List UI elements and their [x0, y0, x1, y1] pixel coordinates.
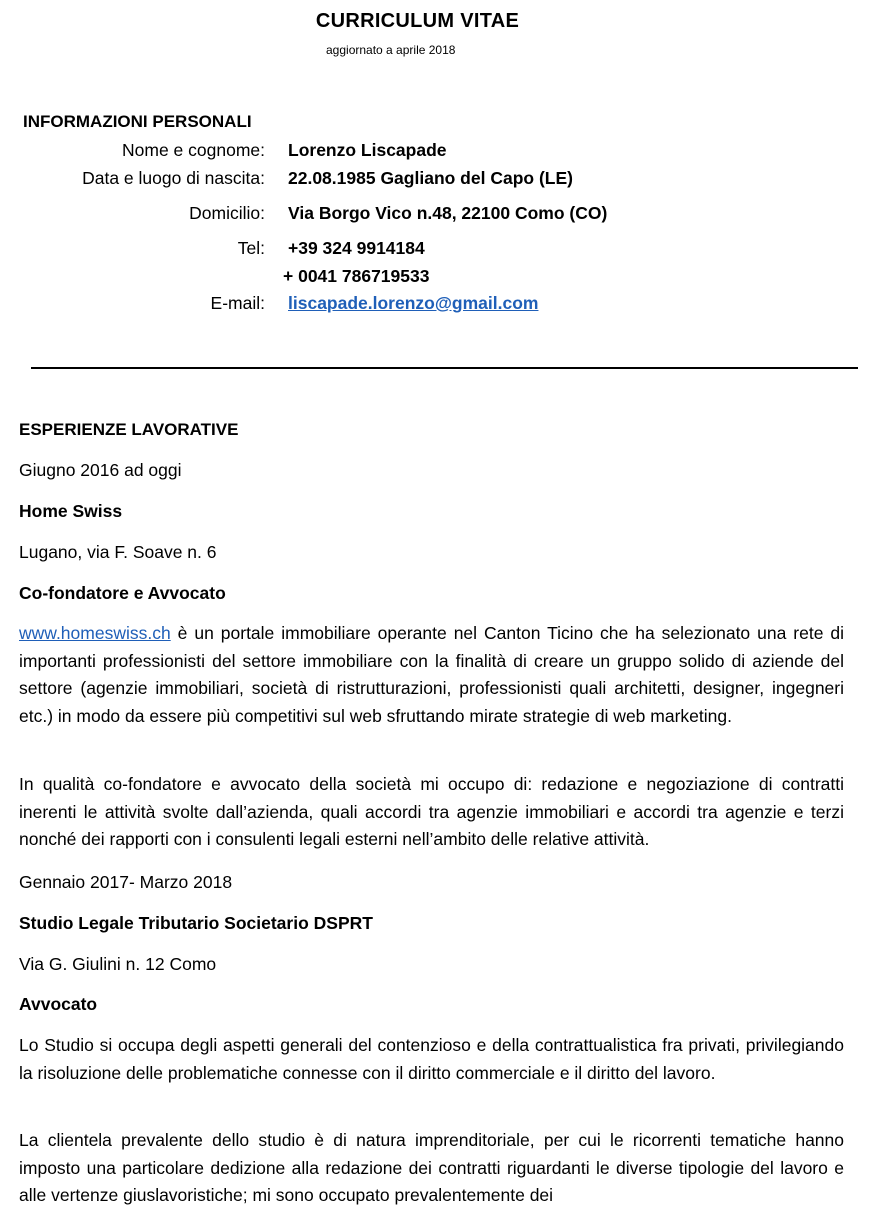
info-row-phone-2 [0, 264, 888, 288]
personal-info-heading: INFORMAZIONI PERSONALI [23, 112, 252, 131]
job2-description-1: Lo Studio si occupa degli aspetti generali del contenzioso e della contrattualistica fra privati, privilegiando la risoluzione delle problematiche connesse con il diritto commerciale e il diritto del lavoro. [19, 1035, 844, 1083]
info-row-email [0, 291, 888, 315]
job2-role: Avvocato [19, 994, 98, 1014]
job2-company: Studio Legale Tributario Societario DSPRT [19, 913, 373, 933]
birth-value: 22.08.1985 Gagliano del Capo (LE) [288, 168, 573, 188]
info-row-birth [0, 166, 888, 190]
name-label: Nome e cognome: [122, 140, 265, 160]
info-row-phone [0, 236, 888, 260]
document-subtitle: aggiornato a aprile 2018 [326, 43, 456, 57]
name-value: Lorenzo Liscapade [288, 140, 447, 160]
phone-value-2: + 0041 786719533 [283, 266, 430, 286]
homeswiss-link[interactable]: www.homeswiss.ch [19, 623, 171, 643]
experience-heading: ESPERIENZE LAVORATIVE [19, 420, 239, 439]
job2-address: Via G. Giulini n. 12 Como [19, 954, 217, 974]
job2-period: Gennaio 2017- Marzo 2018 [19, 872, 233, 892]
phone-label: Tel: [237, 238, 265, 258]
info-row-name [0, 138, 888, 162]
job1-period: Giugno 2016 ad oggi [19, 460, 182, 480]
job1-description-1 [19, 620, 844, 730]
info-row-address [0, 201, 888, 225]
email-link[interactable]: liscapade.lorenzo@gmail.com [288, 293, 539, 313]
job2-description-2: La clientela prevalente dello studio è di natura imprenditoriale, per cui le ricorrenti tematiche hanno imposto una particolare dedizione alla redazione dei contratti riguardanti le diverse tipologie del lavoro e alle vertenze giuslavoristiche; mi sono occupato prevalentemente dei [19, 1130, 844, 1205]
job1-company: Home Swiss [19, 501, 123, 521]
document-title: CURRICULUM VITAE [315, 10, 520, 32]
job1-address: Lugano, via F. Soave n. 6 [19, 542, 217, 562]
job1-description-1-text: è un portale immobiliare operante nel Canton Ticino che ha selezionato una rete di importanti professionisti del settore immobiliare con la finalità di creare un gruppo solido di aziende del settore (agenzie immobiliari, società di ristrutturazioni, professionisti quali architetti, designer, ingegneri etc.) in modo da essere più competitivi sul web sfruttando mirate strategie di web marketing. [19, 623, 844, 726]
section-divider [31, 367, 858, 369]
email-label: E-mail: [210, 293, 265, 313]
phone-value-1: +39 324 9914184 [288, 238, 425, 258]
address-label: Domicilio: [189, 203, 265, 223]
job1-description-2: In qualità co-fondatore e avvocato della società mi occupo di: redazione e negoziazione di contratti inerenti le attività svolte dall’azienda, quali accordi tra agenzie immobiliari e accordi tra agenzie e terzi nonché dei rapporti con i consulenti legali esterni nell’ambito delle relative attività. [19, 774, 844, 849]
address-value: Via Borgo Vico n.48, 22100 Como (CO) [288, 203, 608, 223]
job1-role: Co-fondatore e Avvocato [19, 583, 226, 603]
birth-label: Data e luogo di nascita: [82, 168, 265, 188]
